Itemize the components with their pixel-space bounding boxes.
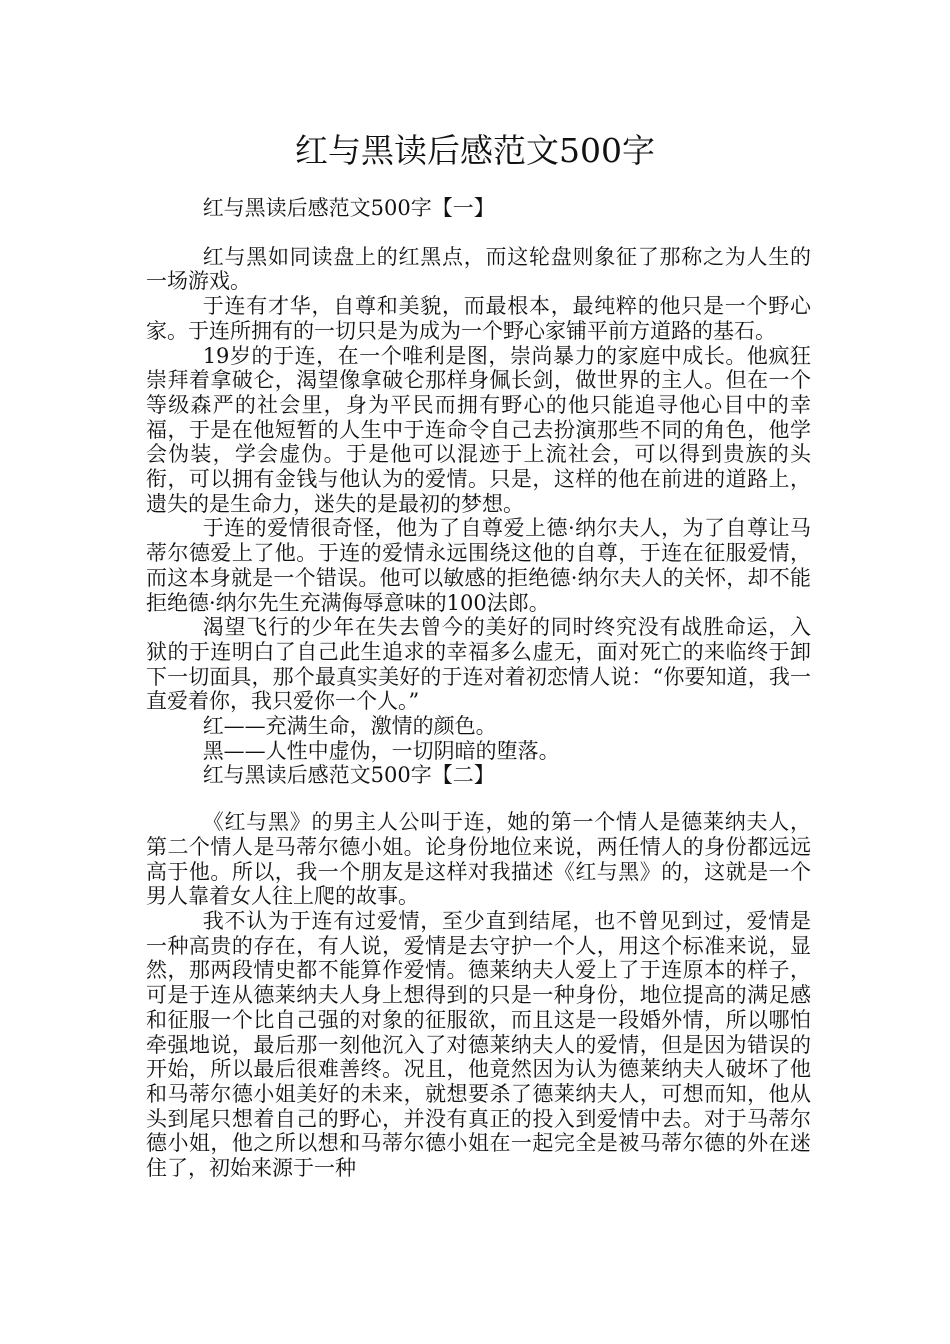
paragraph: 红——充满生命，激情的颜色。	[202, 714, 497, 739]
blank-line	[146, 221, 811, 245]
paragraph: 19岁的于连，在一个唯利是图，崇尚暴力的家庭中成长。他疯狂崇拜着拿破仑，渴望像拿破仑那样身佩长剑，做世界的主人。但在一个等级森严的社会里，身为平民而拥有野心的他只能追寻他心目中的幸福，于是在他短暂的人生中于连命令自己去扮演那些不同的角色，他学会伪装，学会虚伪。于是他可以混迹于上流社会，可以得到贵族的头衔，可以拥有金钱与他认为的爱情。只是，这样的他在前进的道路上，遗失的是生命力，迷失的是最初的梦想。	[146, 343, 811, 516]
paragraph: 渴望飞行的少年在失去曾今的美好的同时终究没有战胜命运，入狱的于连明白了自己此生追求的幸福多么虚无，面对死亡的来临终于卸下一切面具，那个最真实美好的于连对着初恋情人说：“你要知道，我一直爱着你，我只爱你一个人。”	[146, 615, 811, 714]
paragraph: 《红与黑》的男主人公叫于连，她的第一个情人是德莱纳夫人，第二个情人是马蒂尔德小姐。论身份地位来说，两任情人的身份都远远高于他。所以，我一个朋友是这样对我描述《红与黑》的，这就是一个男人靠着女人往上爬的故事。	[146, 810, 811, 909]
document-title: 红与黑读后感范文500字	[295, 131, 655, 170]
paragraph: 红与黑如同读盘上的红黑点，而这轮盘则象征了那称之为人生的一场游戏。	[146, 244, 811, 294]
blank-line	[146, 788, 811, 810]
paragraph: 于连有才华，自尊和美貌，而最根本，最纯粹的他只是一个野心家。于连所拥有的一切只是为成为一个野心家铺平前方道路的基石。	[146, 294, 811, 343]
paragraph: 于连的爱情很奇怪，他为了自尊爱上德·纳尔夫人，为了自尊让马蒂尔德爱上了他。于连的爱情永远围绕这他的自尊，于连在征服爱情，而这本身就是一个错误。他可以敏感的拒绝德·纳尔夫人的关怀，却不能拒绝德·纳尔先生充满侮辱意味的100法郎。	[146, 516, 811, 615]
section-heading: 红与黑读后感范文500字【一】	[202, 196, 495, 220]
section-heading: 红与黑读后感范文500字【二】	[202, 763, 495, 788]
document-body	[146, 196, 811, 1181]
paragraph: 黑——人性中虚伪，一切阴暗的堕落。	[202, 738, 560, 763]
paragraph: 我不认为于连有过爱情，至少直到结尾，也不曾见到过，爱情是一种高贵的存在，有人说，爱情是去守护一个人，用这个标准来说，显然，那两段情史都不能算作爱情。德莱纳夫人爱上了于连原本的样子，可是于连从德莱纳夫人身上想得到的只是一种身份，地位提高的满足感和征服一个比自己强的对象的征服欲，而且这是一段婚外情，所以哪怕牵强地说，最后那一刻他沉入了对德莱纳夫人的爱情，但是因为错误的开始，所以最后很难善终。况且，他竟然因为认为德莱纳夫人破坏了他和马蒂尔德小姐美好的未来，就想要杀了德莱纳夫人，可想而知，他从头到尾只想着自己的野心，并没有真正的投入到爱情中去。对于马蒂尔德小姐，他之所以想和马蒂尔德小姐在一起完全是被马蒂尔德的外在迷住了，初始来源于一种	[146, 908, 811, 1181]
